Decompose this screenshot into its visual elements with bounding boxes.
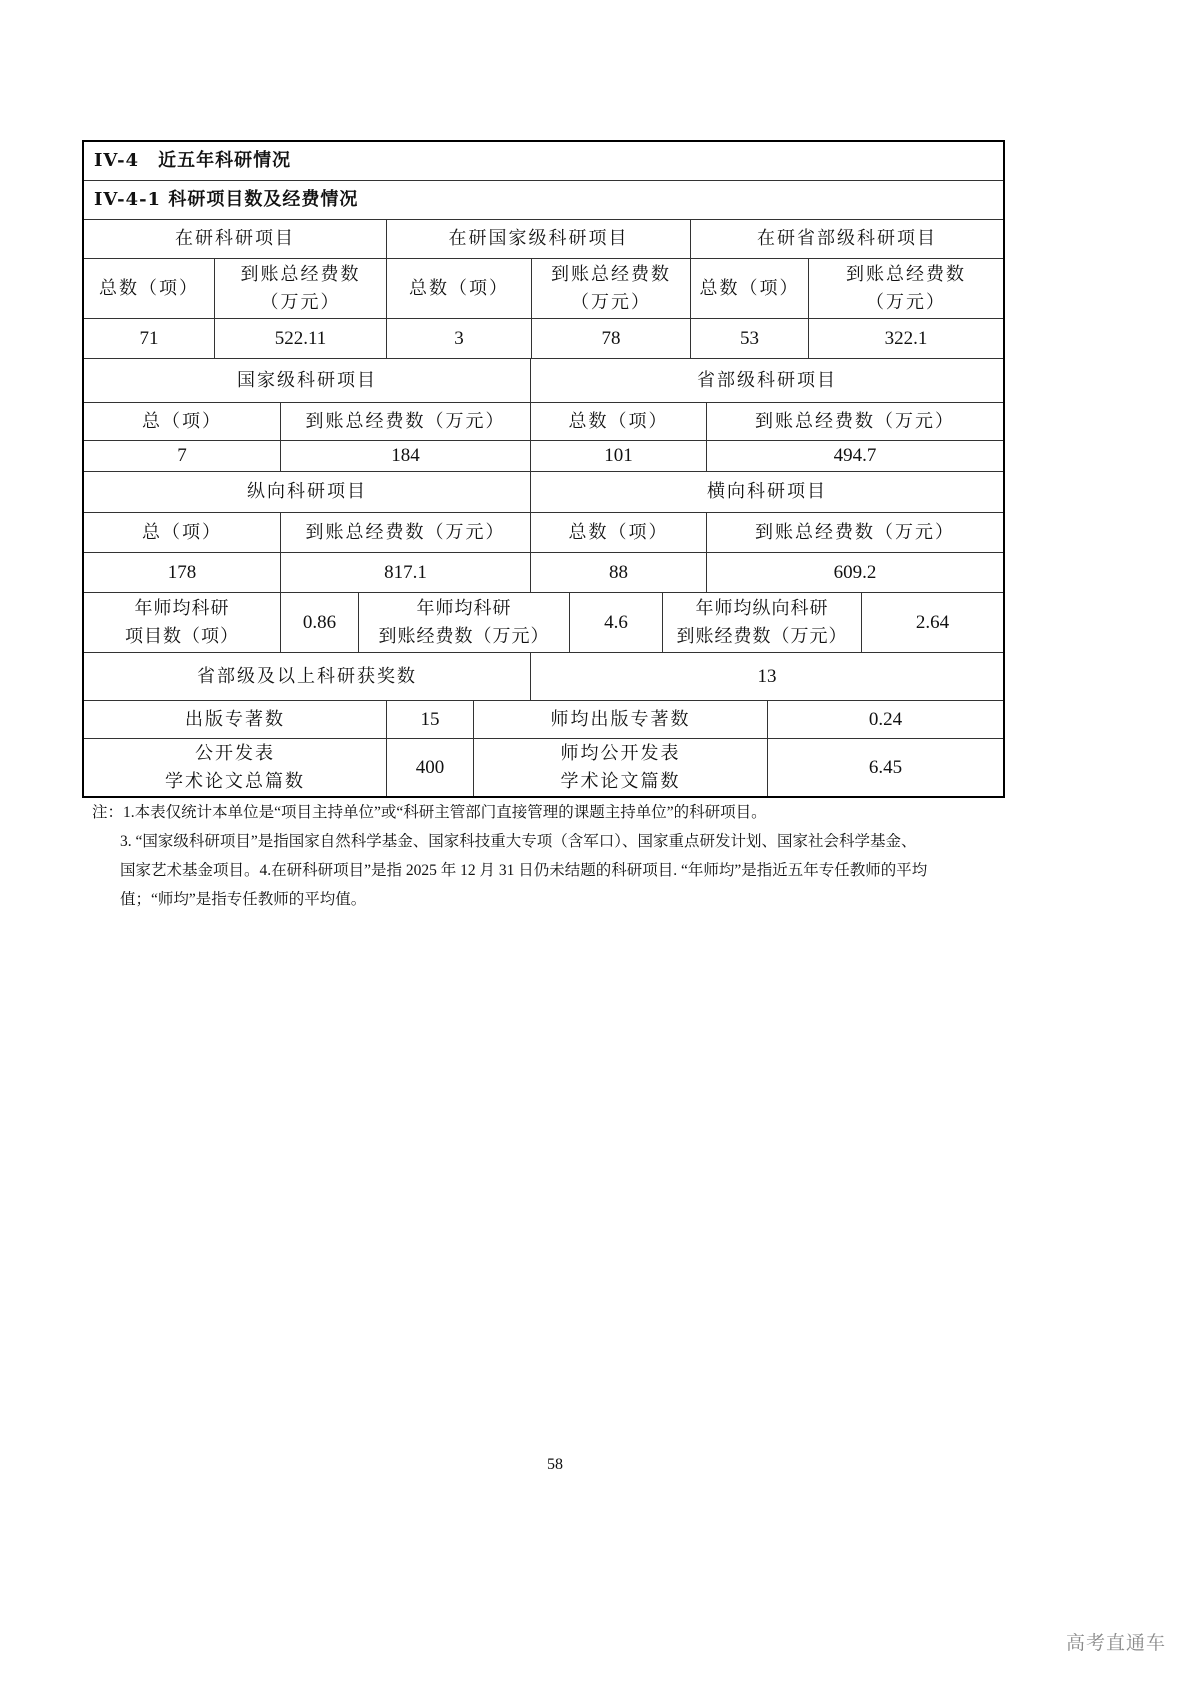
note-line: 注：1.本表仅统计本单位是“项目主持单位”或“科研主管部门直接管理的课题主持单位”的科研项目。 <box>92 804 767 821</box>
ongoing-header-row <box>84 219 1003 258</box>
papers-row <box>84 738 1003 796</box>
subheader-count: 总数（项） <box>530 403 706 440</box>
header-ongoing-provincial: 在研省部级科研项目 <box>690 220 1003 258</box>
note-line: 值；“师均”是指专任教师的平均值。 <box>120 891 367 908</box>
subsection-title-row <box>84 180 1003 219</box>
subheader-funds <box>214 259 386 318</box>
label-line: 到账经费数（万元） <box>676 625 848 647</box>
value-ongoing-national-count: 3 <box>386 319 531 358</box>
label-per-teacher-projects <box>84 593 280 652</box>
level-header-row <box>84 358 1003 402</box>
label-avg-papers <box>473 739 767 796</box>
research-stats-table <box>82 140 1005 798</box>
value-papers: 400 <box>386 739 473 796</box>
note-line: 3. “国家级科研项目”是指国家自然科学基金、国家科技重大专项（含军口）、国家重点研发计划、国家社会科学基金、 <box>120 833 917 850</box>
header-national: 国家级科研项目 <box>237 369 377 391</box>
awards-row <box>84 652 1003 700</box>
label-monographs: 出版专著数 <box>185 708 285 730</box>
value-vertical-funds: 817.1 <box>280 553 530 592</box>
label-line: 学术论文篇数 <box>560 770 681 792</box>
value-national-count: 7 <box>177 445 187 466</box>
label-line: 师均公开发表 <box>560 742 681 764</box>
value-ongoing-national-funds: 78 <box>531 319 690 358</box>
label-line: 公开发表 <box>195 742 275 764</box>
subheader-funds: 到账总经费数（万元） <box>706 403 1003 440</box>
value-avg-monographs: 0.24 <box>767 701 1003 738</box>
direction-subheader-row <box>84 512 1003 552</box>
value-horizontal-count: 88 <box>530 553 706 592</box>
value-provincial-funds: 494.7 <box>706 441 1003 471</box>
label-line: 年师均科研 <box>416 597 512 619</box>
table-notes <box>92 798 1012 914</box>
value-per-teacher-funds: 4.6 <box>569 593 662 652</box>
section-title-row <box>84 142 1003 180</box>
label-line: 项目数（项） <box>125 625 239 647</box>
subheader-funds <box>808 259 1003 318</box>
subheader-count: 总数（项） <box>690 259 808 318</box>
value-national-funds: 184 <box>280 441 530 471</box>
header-ongoing: 在研科研项目 <box>175 228 295 249</box>
subheader-funds-line1: 到账总经费数 <box>846 263 966 285</box>
subheader-funds: 到账总经费数（万元） <box>706 513 1003 552</box>
label-line: 年师均科研 <box>134 597 230 619</box>
value-monographs: 15 <box>386 701 473 738</box>
header-ongoing-national: 在研国家级科研项目 <box>386 220 690 258</box>
label-papers <box>84 739 386 796</box>
subheader-funds: 到账总经费数（万元） <box>280 403 530 440</box>
subsection-title: IV-4-1 科研项目数及经费情况 <box>94 189 359 210</box>
header-horizontal: 横向科研项目 <box>530 472 1003 512</box>
level-values-row <box>84 440 1003 471</box>
per-teacher-row <box>84 592 1003 652</box>
value-ongoing-provincial-count: 53 <box>690 319 808 358</box>
direction-values-row <box>84 552 1003 592</box>
value-horizontal-funds: 609.2 <box>706 553 1003 592</box>
direction-header-row <box>84 471 1003 512</box>
subheader-funds <box>531 259 690 318</box>
subheader-count: 总数（项） <box>530 513 706 552</box>
header-provincial: 省部级科研项目 <box>530 359 1003 402</box>
subheader-funds-line1: 到账总经费数 <box>551 263 671 285</box>
label-line: 年师均纵向科研 <box>695 597 829 619</box>
monographs-row <box>84 700 1003 738</box>
watermark: 高考直通车 <box>1065 1632 1166 1654</box>
value-vertical-count: 178 <box>167 561 197 583</box>
section-title: IV-4 近五年科研情况 <box>94 150 292 171</box>
ongoing-values-row <box>84 318 1003 358</box>
value-ongoing-funds: 522.11 <box>214 319 386 358</box>
subheader-funds-line1: 到账总经费数 <box>240 263 361 285</box>
label-line: 学术论文总篇数 <box>165 770 305 792</box>
subheader-funds-line2: （万元） <box>866 291 946 313</box>
subheader-count: 总（项） <box>142 521 222 543</box>
label-per-teacher-vertical-funds <box>662 593 861 652</box>
label-awards: 省部级及以上科研获奖数 <box>197 665 417 687</box>
value-avg-papers: 6.45 <box>767 739 1003 796</box>
note-line: 国家艺术基金项目。4.在研科研项目”是指 2025 年 12 月 31 日仍未结题的科研项目. “年师均”是指近五年专任教师的平均 <box>120 862 928 879</box>
value-provincial-count: 101 <box>530 441 706 471</box>
level-subheader-row <box>84 402 1003 440</box>
value-per-teacher-vertical-funds: 2.64 <box>861 593 1003 652</box>
label-line: 到账经费数（万元） <box>378 625 550 647</box>
value-awards: 13 <box>530 653 1003 700</box>
page-number: 58 <box>547 1456 563 1473</box>
label-avg-monographs: 师均出版专著数 <box>473 701 767 738</box>
subheader-count: 总（项） <box>142 410 222 432</box>
value-ongoing-count: 71 <box>139 327 159 349</box>
subheader-funds-line2: （万元） <box>571 291 651 313</box>
subheader-funds: 到账总经费数（万元） <box>280 513 530 552</box>
subheader-count: 总数（项） <box>99 277 199 299</box>
header-vertical: 纵向科研项目 <box>247 481 367 502</box>
value-per-teacher-projects: 0.86 <box>280 593 358 652</box>
ongoing-subheader-row <box>84 258 1003 318</box>
value-ongoing-provincial-funds: 322.1 <box>808 319 1003 358</box>
subheader-funds-line2: （万元） <box>260 291 341 313</box>
label-per-teacher-funds <box>358 593 569 652</box>
subheader-count: 总数（项） <box>386 259 531 318</box>
